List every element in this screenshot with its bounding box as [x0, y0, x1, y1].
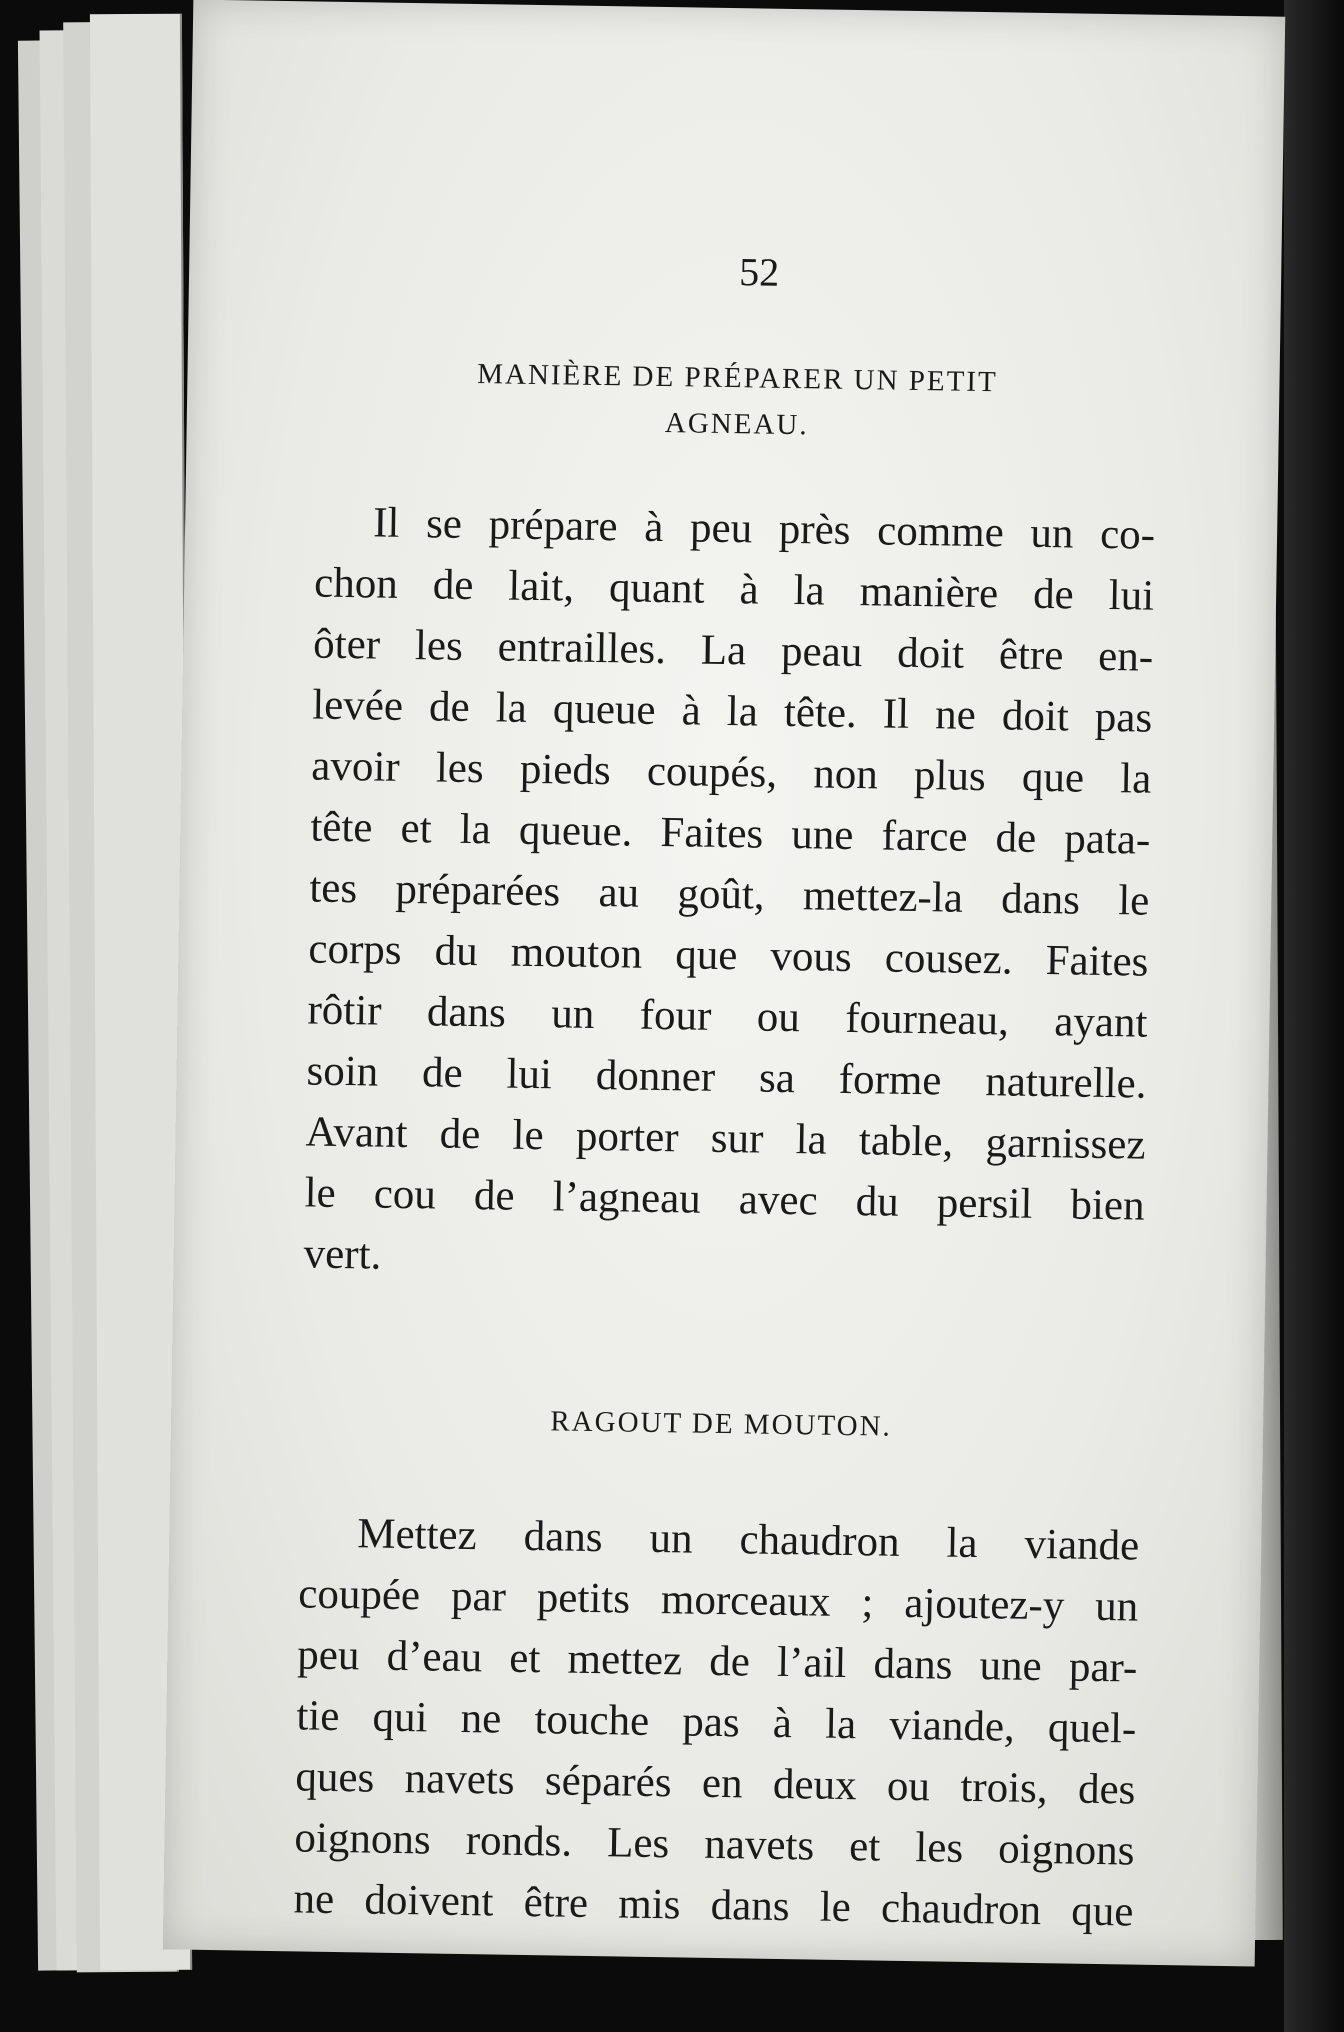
text-line: ques navets séparés en deux ou trois, des [295, 1753, 1136, 1814]
text-line: peu d’eau et mettez de l’ail dans une par- [297, 1631, 1138, 1692]
text-line: avoir les pieds coupés, non plus que la [310, 742, 1152, 803]
book-page [163, 0, 1285, 1966]
text-line: levée de la queue à la tête. Il ne doit pas [311, 681, 1153, 742]
text-line: le cou de l’agneau avec du persil bien [304, 1169, 1145, 1230]
text-line: oignons ronds. Les navets et les oignons [294, 1814, 1135, 1875]
page-number: 52 [738, 249, 780, 295]
text-line: tie qui ne touche pas à la viande, quel- [296, 1692, 1137, 1753]
text-line: ôter les entrailles. La peau doit être en- [312, 620, 1154, 681]
text-line: Il se prépare à peu près comme un co- [372, 499, 1156, 559]
text-line: tes préparées au goût, mettez-la dans le [309, 864, 1150, 925]
text-line: rôtir dans un four ou fourneau, ayant [307, 986, 1148, 1047]
text-line: ne doivent être mis dans le chaudron que [293, 1875, 1134, 1936]
title-line: AGNEAU. [664, 407, 809, 442]
text-line: coupée par petits morceaux ; ajoutez-y un [297, 1570, 1139, 1631]
section-title-ragout: RAGOUT DE MOUTON. [550, 1405, 893, 1443]
text-line: vert. [303, 1230, 382, 1279]
text-line: Avant de le porter sur la table, garnissez [305, 1108, 1146, 1169]
paragraph-ragout [293, 1503, 1140, 1943]
text-line: corps du mouton que vous cousez. Faites [308, 925, 1149, 986]
text-line: Mettez dans un chaudron la viande [356, 1510, 1140, 1570]
title-line: MANIÈRE DE PRÉPARER UN PETIT [476, 358, 999, 399]
text-line: chon de lait, quant à la manière de lui [313, 559, 1155, 620]
paragraph-agneau [303, 491, 1155, 1297]
book-cover [1284, 0, 1344, 2032]
page-content [293, 242, 1159, 1943]
section-title-agneau [316, 349, 1157, 455]
text-line: tête et la queue. Faites une farce de pata- [310, 803, 1151, 864]
text-line: soin de lui donner sa forme naturelle. [306, 1047, 1147, 1108]
